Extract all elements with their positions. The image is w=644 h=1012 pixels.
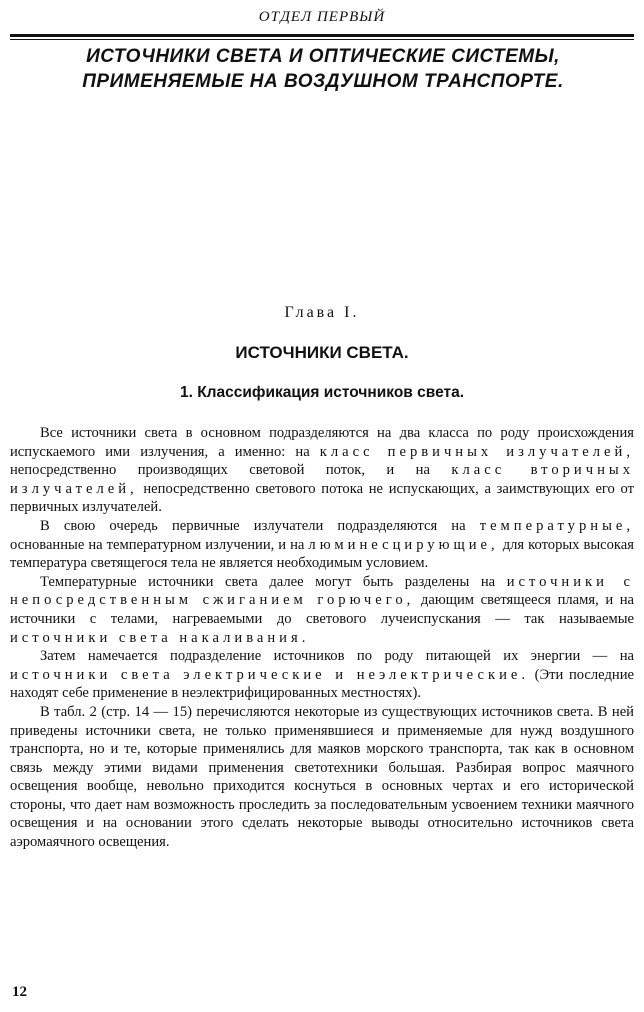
p2-text-a: В свою очередь первичные излучатели подразделяются на [40,517,466,534]
chapter-number: Глава I. [284,304,360,321]
p2-term-temperature: температурные, [479,517,634,534]
p2-text-e: для которых высокая температура светящегося тела не является необходимым условием. [10,536,634,572]
p1-text-a: Все источники света в основном подразделяются на два класса по роду происхождения испускаемого ими излучения, а именно: на [10,425,634,460]
p1-text-c: непосредственно производящих световой поток, и на [10,462,430,479]
section-title: 1. Классификация источников света. [179,384,465,401]
paragraph-4 [10,647,634,703]
running-head: ОТДЕЛ ПЕРВЫЙ [258,9,386,25]
header-rule-thin [10,39,634,40]
p3-term-incandescent: источники света накаливания. [10,629,310,646]
page-number: 12 [12,984,27,1000]
paragraph-3 [10,573,634,647]
p4-text-c: (Эти последние находят себе применение в неэлектрифицированных местностях). [10,666,634,702]
chapter-title: ИСТОЧНИКИ СВЕТА. [235,343,409,362]
p1-text-e: непосредственно светового потока не испускающих, а заимствующих его от первичных излучателей. [10,480,635,516]
p4-term-electric: источники света электрические и неэлектрические. [10,666,530,683]
p1-term-primary: класс первичных излучателей, [319,443,634,460]
body-text [10,424,634,852]
p2-term-luminescent: люминесцирующие, [308,536,499,553]
p3-text-a: Температурные источники света далее могут быть разделены на [40,573,496,590]
p4-text-a: Затем намечается подразделение источников по роду питающей их энергии — на [40,648,634,665]
p1-term-secondary: класс вторичных излучателей, [10,462,634,497]
paragraph-2 [10,517,634,573]
paragraph-1 [10,424,634,517]
p5-text: В табл. 2 (стр. 14 — 15) перечисляются некоторые из существующих источников света. В ней приведены источники света, не только применявшиеся и применяемые для нужд воздушного транспорта, но и те, которые применялись для маяков морского транспорта, так как в основном связь между этими видами применения светотехники большая. Разбирая вопрос маячного освещения вообще, невольно приходится коснуться в основных чертах и его исторической стороны, что дает нам возможность проследить за последовательным усвоением техники маячного освещения и на основании этого сделать некоторые выводы относительно источников света аэромаячного освещения. [10,703,634,851]
p3-term-combustion: источники с непосредственным сжиганием горючего, [10,573,634,609]
part-title: ИСТОЧНИКИ СВЕТА И ОПТИЧЕСКИЕ СИСТЕМЫ, ПРИМЕНЯЕМЫЕ НА ВОЗДУШНОМ ТРАНСПОРТЕ. [82,46,564,92]
paragraph-5 [10,703,634,852]
p3-text-c: дающим светящееся пламя, и на источники с телами, нагреваемыми до светового лучеиспускания — так называемые [10,592,635,627]
p2-text-c: основанные на температурном излучении, и на [10,536,305,553]
header-rule-thick [10,34,634,37]
